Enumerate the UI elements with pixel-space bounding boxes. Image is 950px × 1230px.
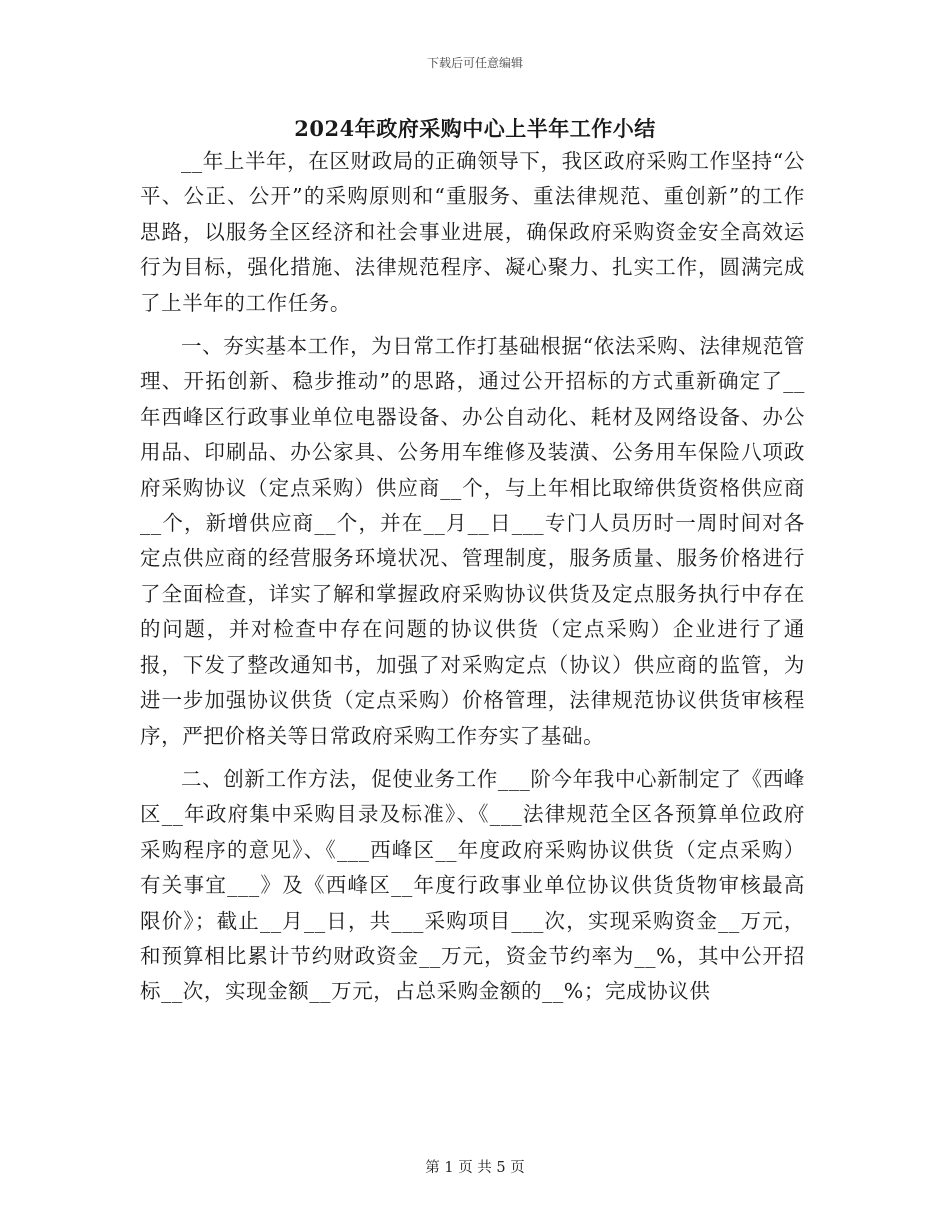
paragraph-section-one: 一、夯实基本工作，为日常工作打基础根据“依法采购、法律规范管理、开拓创新、稳步推动”的思路，通过公开招标的方式重新确定了__年西峰区行政事业单位电器设备、办公自动化、耗材及网络设备、办公用品、印刷品、办公家具、公务用车维修及装潢、公务用车保险八项政府采购协议（定点采购）供应商__个，与上年相比取缔供货资格供应商__个，新增供应商__个，并在__月__日___专门人员历时一周时间对各定点供应商的经营服务环境状况、管理制度，服务质量、服务价格进行了全面检查，详实了解和掌握政府采购协议供货及定点服务执行中存在的问题，并对检查中存在问题的协议供货（定点采购）企业进行了通报，下发了整改通知书，加强了对采购定点（协议）供应商的监管，为进一步加强协议供货（定点采购）价格管理，法律规范协议供货审核程序，严把价格关等日常政府采购工作夯实了基础。 [140,334,805,748]
paragraph-section-two: 二、创新工作方法，促使业务工作___阶今年我中心新制定了《西峰区__年政府集中采购目录及标准》、《___法律规范全区各预算单位政府采购程序的意见》、《___西峰区__年度政府采购协议供货（定点采购）有关事宜___》及《西峰区__年度行政事业单位协议供货货物审核最高限价》；截止__月__日，共___采购项目___次，实现采购资金__万元，和预算相比累计节约财政资金__万元，资金节约率为__%，其中公开招标__次，实现金额__万元，占总采购金额的__%；完成协议供 [140,766,805,1004]
page-number: 第 1 页 共 5 页 [425,1160,525,1176]
header-note: 下载后可任意编辑 [426,56,523,70]
document-title: 2024年政府采购中心上半年工作小结 [294,116,656,141]
paragraph-intro: __年上半年，在区财政局的正确领导下，我区政府采购工作坚持“公平、公正、公开”的采购原则和“重服务、重法律规范、重创新”的工作思路，以服务全区经济和社会事业进展，确保政府采购资金安全高效运行为目标，强化措施、法律规范程序、凝心聚力、扎实工作，圆满完成了上半年的工作任务。 [140,149,805,315]
document-body [140,144,805,1010]
